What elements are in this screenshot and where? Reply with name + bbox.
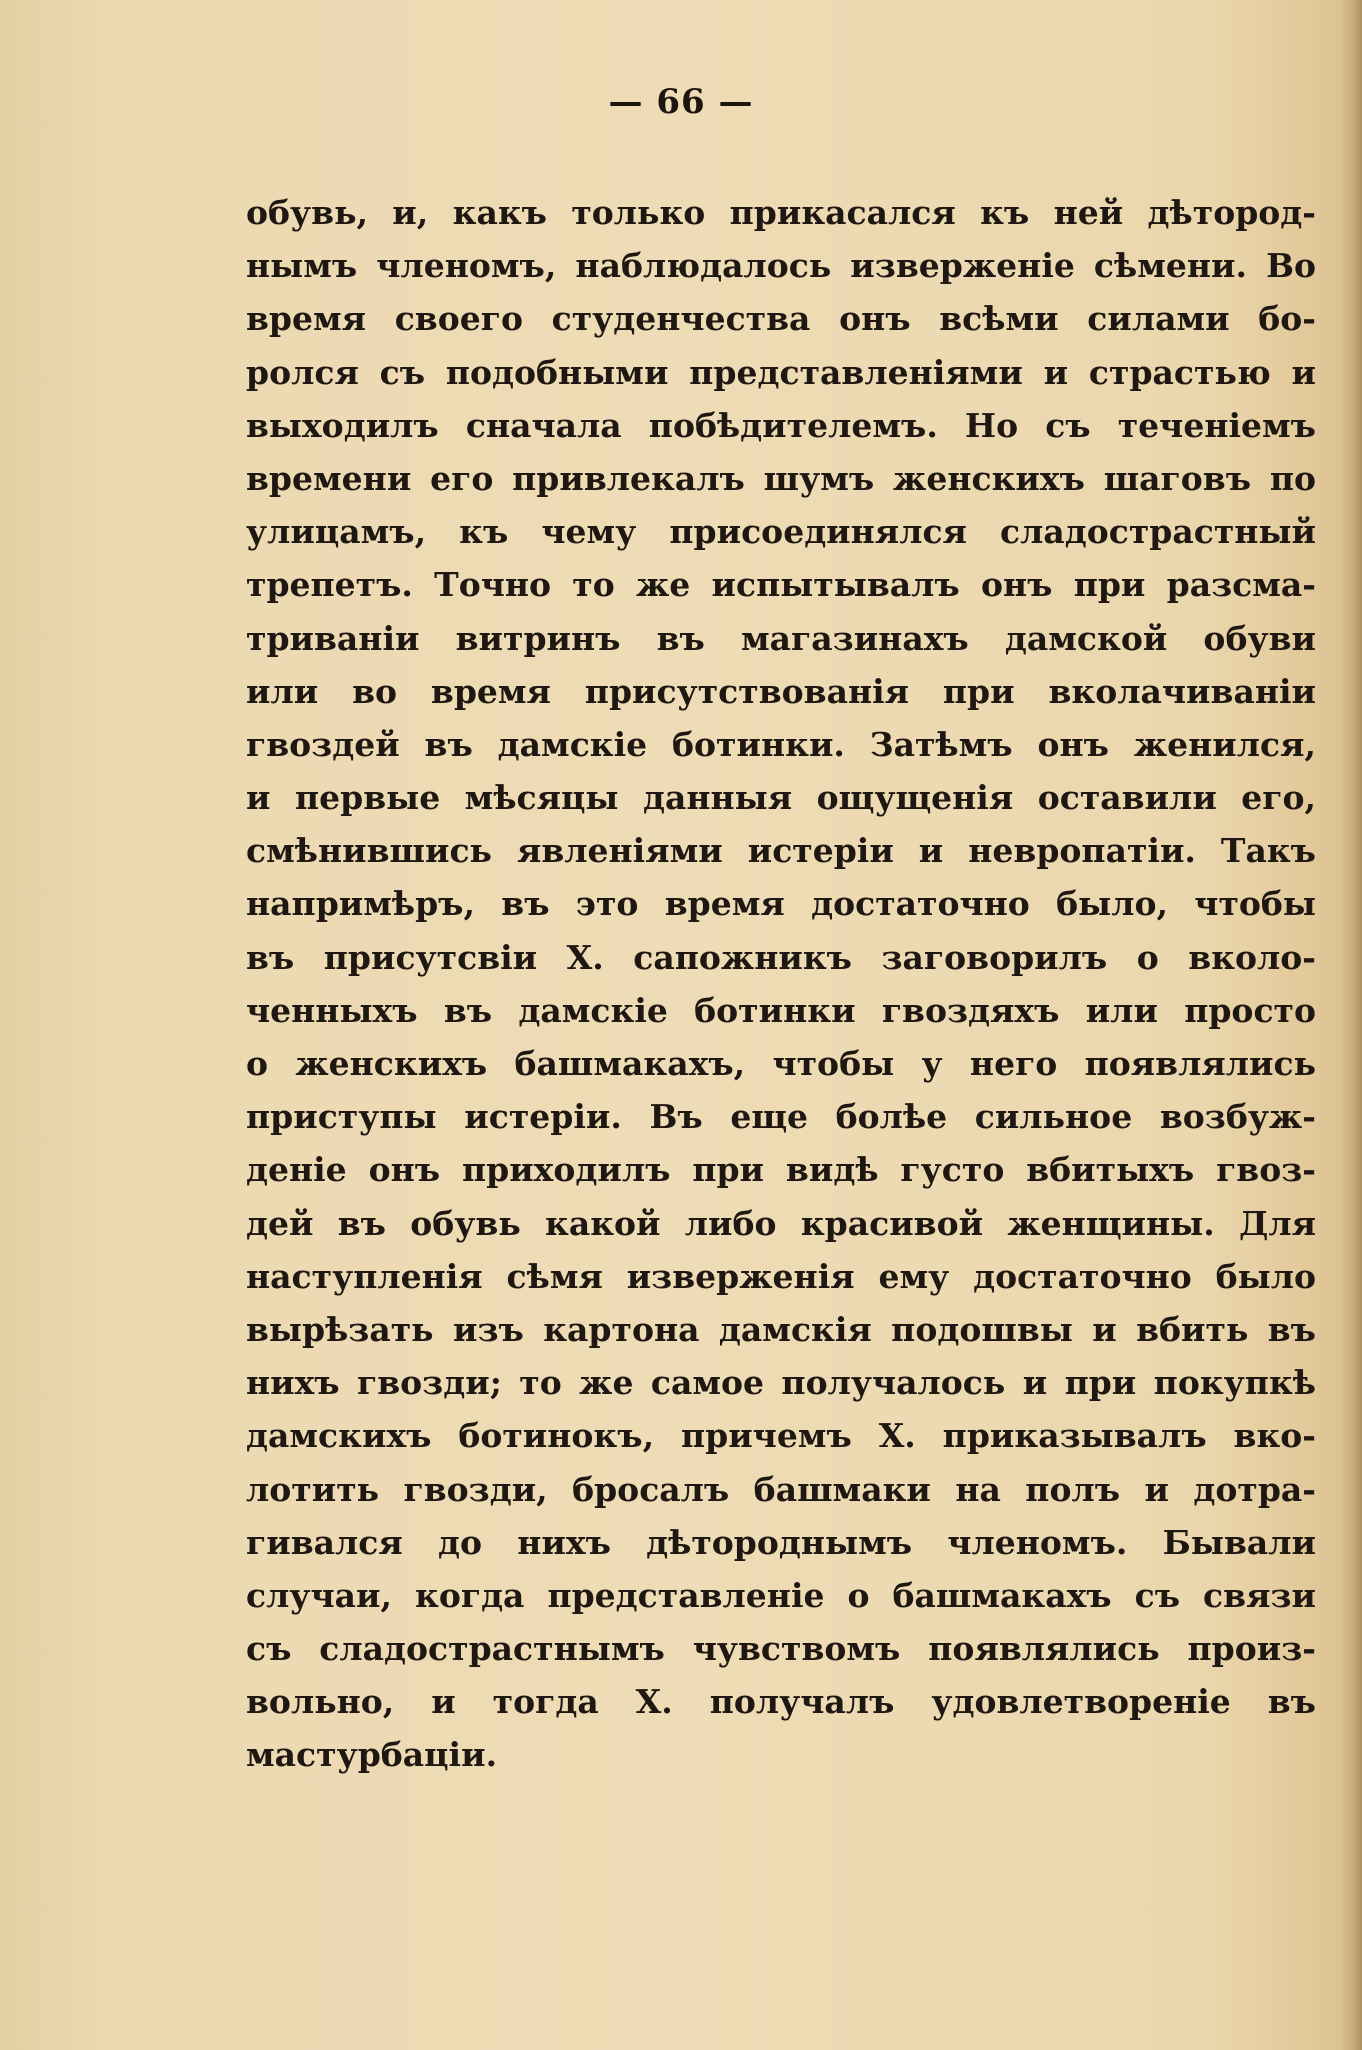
text-line: о женскихъ башмакахъ, чтобы у него появлялись bbox=[246, 1044, 1316, 1083]
text-line: или во время присутствованія при вколачиваніи bbox=[246, 671, 1316, 711]
text-line: время своего студенчества онъ всѣми силами бо- bbox=[246, 299, 1316, 339]
text-line: вольно, и тогда X. получалъ удовлетвореніе въ bbox=[246, 1682, 1316, 1722]
text-line: ролся съ подобными представленіями и страстью и bbox=[246, 352, 1316, 392]
text-line: обувь, и, какъ только прикасался къ ней дѣтород- bbox=[246, 193, 1316, 232]
text-line: приступы истеріи. Въ еще болѣе сильное возбуж- bbox=[246, 1097, 1316, 1137]
text-line: триваніи витринъ въ магазинахъ дамской обуви bbox=[246, 618, 1316, 658]
text-line: дамскихъ ботинокъ, причемъ X. приказывалъ вко- bbox=[246, 1416, 1316, 1456]
text-line: нихъ гвозди; то же самое получалось и при покупкѣ bbox=[246, 1363, 1316, 1403]
text-line: гвоздей въ дамскіе ботинки. Затѣмъ онъ женился, bbox=[246, 724, 1316, 764]
text-line: выходилъ сначала побѣдителемъ. Но съ теченіемъ bbox=[246, 405, 1316, 445]
text-line: мастурбаціи. bbox=[246, 1735, 498, 1775]
text-line: ченныхъ въ дамскіе ботинки гвоздяхъ или просто bbox=[246, 990, 1316, 1030]
text-line: въ присутсвіи X. сапожникъ заговорилъ о вколо- bbox=[246, 937, 1316, 977]
text-line: трепетъ. Точно то же испытывалъ онъ при разсма- bbox=[246, 565, 1316, 605]
text-line: деніе онъ приходилъ при видѣ густо вбитыхъ гвоз- bbox=[246, 1150, 1316, 1190]
text-line: вырѣзать изъ картона дамскія подошвы и вбить въ bbox=[246, 1309, 1316, 1349]
text-line: времени его привлекалъ шумъ женскихъ шаговъ по bbox=[246, 458, 1316, 498]
text-line: напримѣръ, въ это время достаточно было, чтобы bbox=[246, 884, 1316, 924]
text-line: смѣнившись явленіями истеріи и невропатіи. Такъ bbox=[246, 831, 1316, 871]
text-line: улицамъ, къ чему присоединялся сладострастный bbox=[246, 512, 1316, 552]
text-line: и первые мѣсяцы данныя ощущенія оставили его, bbox=[246, 778, 1316, 818]
text-line: съ сладострастнымъ чувствомъ появлялись произ- bbox=[246, 1629, 1316, 1669]
text-line: случаи, когда представленіе о башмакахъ съ связи bbox=[246, 1575, 1316, 1615]
text-line: гивался до нихъ дѣтороднымъ членомъ. Бывали bbox=[246, 1522, 1316, 1562]
text-line: нымъ членомъ, наблюдалось изверженіе сѣмени. Во bbox=[246, 246, 1316, 286]
text-line: лотить гвозди, бросалъ башмаки на полъ и дотра- bbox=[246, 1469, 1316, 1509]
body-text bbox=[246, 186, 1316, 1782]
text-line: дей въ обувь какой либо красивой женщины. Для bbox=[246, 1203, 1316, 1243]
page-edge-shadow bbox=[1340, 0, 1362, 2050]
text-line: наступленія сѣмя изверженія ему достаточно было bbox=[246, 1256, 1316, 1296]
page-number: — 66 — bbox=[608, 82, 754, 122]
